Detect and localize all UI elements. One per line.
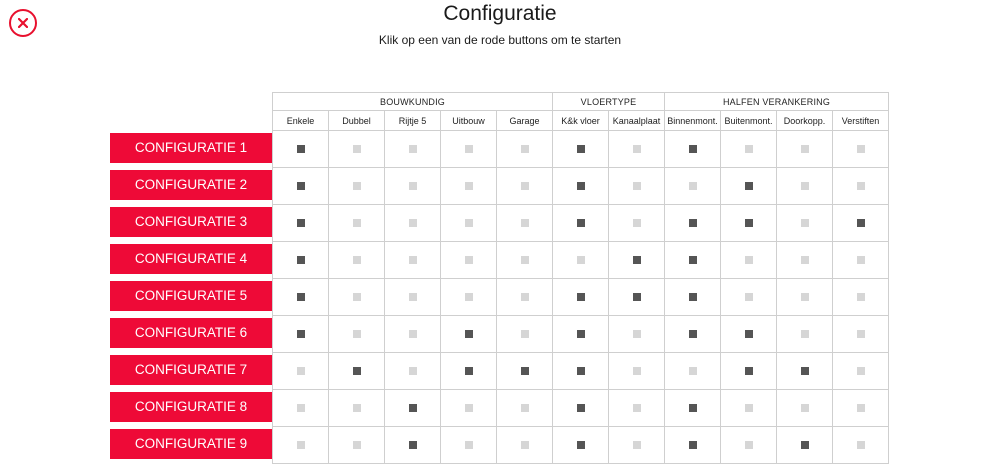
table-cell [777, 353, 833, 390]
column-header: Rijtje 5 [385, 111, 441, 131]
unselected-marker [745, 145, 753, 153]
unselected-marker [801, 219, 809, 227]
table-cell [441, 242, 497, 279]
table-cell [553, 131, 609, 168]
table-cell [441, 316, 497, 353]
selected-marker [745, 330, 753, 338]
table-cell [609, 205, 665, 242]
column-header-row [273, 111, 889, 131]
unselected-marker [409, 293, 417, 301]
table-cell [833, 427, 889, 464]
unselected-marker [633, 145, 641, 153]
selected-marker [689, 145, 697, 153]
selected-marker [577, 219, 585, 227]
table-cell [553, 427, 609, 464]
unselected-marker [801, 330, 809, 338]
table-cell [441, 168, 497, 205]
table-cell [609, 131, 665, 168]
unselected-marker [521, 293, 529, 301]
table-cell [665, 131, 721, 168]
selected-marker [465, 367, 473, 375]
table-cell [385, 279, 441, 316]
table-cell [609, 353, 665, 390]
table-cell [665, 390, 721, 427]
configuration-button[interactable]: CONFIGURATIE 6 [110, 318, 272, 348]
unselected-marker [353, 182, 361, 190]
table-cell [777, 131, 833, 168]
table-cell [385, 427, 441, 464]
table-cell [721, 427, 777, 464]
selected-marker [801, 441, 809, 449]
unselected-marker [297, 404, 305, 412]
column-header: Dubbel [329, 111, 385, 131]
unselected-marker [857, 367, 865, 375]
selected-marker [689, 219, 697, 227]
column-header: Binnenmont. [665, 111, 721, 131]
unselected-marker [353, 293, 361, 301]
unselected-marker [409, 367, 417, 375]
table-cell [833, 353, 889, 390]
unselected-marker [465, 441, 473, 449]
unselected-marker [801, 256, 809, 264]
table-cell [273, 390, 329, 427]
table-cell [329, 242, 385, 279]
table-cell [329, 353, 385, 390]
unselected-marker [857, 330, 865, 338]
table-cell [721, 168, 777, 205]
configuration-button[interactable]: CONFIGURATIE 1 [110, 133, 272, 163]
configuration-matrix [272, 92, 889, 464]
table-cell [385, 205, 441, 242]
unselected-marker [857, 293, 865, 301]
unselected-marker [801, 182, 809, 190]
configuration-button[interactable]: CONFIGURATIE 3 [110, 207, 272, 237]
table-cell [609, 242, 665, 279]
unselected-marker [353, 219, 361, 227]
column-header: Kanaalplaat [609, 111, 665, 131]
selected-marker [857, 219, 865, 227]
selected-marker [633, 293, 641, 301]
configuration-button[interactable]: CONFIGURATIE 5 [110, 281, 272, 311]
table-row [273, 316, 889, 353]
unselected-marker [465, 404, 473, 412]
table-cell [609, 316, 665, 353]
table-row [273, 205, 889, 242]
selected-marker [577, 367, 585, 375]
table-cell [777, 242, 833, 279]
unselected-marker [521, 145, 529, 153]
table-cell [721, 316, 777, 353]
selected-marker [409, 404, 417, 412]
table-cell [833, 205, 889, 242]
table-cell [497, 279, 553, 316]
selected-marker [745, 367, 753, 375]
unselected-marker [577, 256, 585, 264]
unselected-marker [857, 441, 865, 449]
table-cell [721, 353, 777, 390]
unselected-marker [633, 182, 641, 190]
selected-marker [577, 293, 585, 301]
configuration-button[interactable]: CONFIGURATIE 8 [110, 392, 272, 422]
table-row [273, 390, 889, 427]
group-header: BOUWKUNDIG [273, 93, 553, 111]
selected-marker [577, 145, 585, 153]
configuration-button[interactable]: CONFIGURATIE 7 [110, 355, 272, 385]
unselected-marker [521, 441, 529, 449]
unselected-marker [521, 404, 529, 412]
unselected-marker [857, 182, 865, 190]
table-cell [441, 131, 497, 168]
table-cell [329, 279, 385, 316]
table-cell [721, 390, 777, 427]
selected-marker [521, 367, 529, 375]
selected-marker [577, 330, 585, 338]
table-cell [329, 131, 385, 168]
table-row [273, 353, 889, 390]
unselected-marker [353, 256, 361, 264]
selected-marker [465, 330, 473, 338]
selected-marker [297, 293, 305, 301]
table-cell [273, 242, 329, 279]
unselected-marker [745, 256, 753, 264]
unselected-marker [409, 219, 417, 227]
configuration-button[interactable]: CONFIGURATIE 9 [110, 429, 272, 459]
table-cell [441, 427, 497, 464]
selected-marker [689, 441, 697, 449]
table-cell [385, 131, 441, 168]
table-cell [329, 390, 385, 427]
table-cell [329, 205, 385, 242]
unselected-marker [801, 145, 809, 153]
table-cell [441, 353, 497, 390]
unselected-marker [857, 145, 865, 153]
table-cell [273, 316, 329, 353]
group-header: HALFEN VERANKERING [665, 93, 889, 111]
unselected-marker [353, 404, 361, 412]
table-cell [273, 168, 329, 205]
table-row [273, 427, 889, 464]
selected-marker [297, 330, 305, 338]
table-cell [441, 390, 497, 427]
selected-marker [577, 441, 585, 449]
selected-marker [689, 256, 697, 264]
selected-marker [297, 145, 305, 153]
unselected-marker [465, 219, 473, 227]
unselected-marker [297, 441, 305, 449]
table-cell [777, 168, 833, 205]
unselected-marker [353, 145, 361, 153]
table-row [273, 242, 889, 279]
table-cell [665, 279, 721, 316]
table-cell [777, 279, 833, 316]
unselected-marker [633, 330, 641, 338]
table-cell [665, 427, 721, 464]
table-cell [497, 316, 553, 353]
unselected-marker [745, 404, 753, 412]
unselected-marker [353, 330, 361, 338]
table-cell [441, 205, 497, 242]
page-subtitle: Klik op een van de rode buttons om te starten [378, 33, 622, 47]
table-cell [721, 131, 777, 168]
selected-marker [745, 182, 753, 190]
selected-marker [801, 367, 809, 375]
table-cell [553, 390, 609, 427]
table-cell [833, 316, 889, 353]
table-cell [609, 168, 665, 205]
unselected-marker [745, 441, 753, 449]
table-cell [721, 205, 777, 242]
selected-marker [633, 256, 641, 264]
table-cell [609, 390, 665, 427]
table-cell [833, 168, 889, 205]
unselected-marker [745, 293, 753, 301]
table-cell [497, 131, 553, 168]
table-cell [665, 353, 721, 390]
unselected-marker [409, 256, 417, 264]
unselected-marker [521, 256, 529, 264]
selected-marker [689, 330, 697, 338]
unselected-marker [521, 330, 529, 338]
column-header: Doorkopp. [777, 111, 833, 131]
unselected-marker [465, 145, 473, 153]
configuration-button[interactable]: CONFIGURATIE 2 [110, 170, 272, 200]
table-cell [777, 205, 833, 242]
unselected-marker [801, 404, 809, 412]
selected-marker [689, 293, 697, 301]
table-cell [497, 242, 553, 279]
table-cell [665, 242, 721, 279]
group-header: VLOERTYPE [553, 93, 665, 111]
table-cell [833, 242, 889, 279]
table-cell [385, 390, 441, 427]
column-header: Garage [497, 111, 553, 131]
table-cell [609, 279, 665, 316]
column-header: Verstiften [833, 111, 889, 131]
unselected-marker [465, 256, 473, 264]
table-cell [721, 279, 777, 316]
table-cell [497, 168, 553, 205]
unselected-marker [353, 441, 361, 449]
table-cell [385, 168, 441, 205]
column-header: K&k vloer [553, 111, 609, 131]
unselected-marker [857, 256, 865, 264]
unselected-marker [297, 367, 305, 375]
table-cell [553, 242, 609, 279]
selected-marker [577, 404, 585, 412]
unselected-marker [633, 367, 641, 375]
unselected-marker [409, 145, 417, 153]
table-cell [497, 205, 553, 242]
unselected-marker [857, 404, 865, 412]
table-cell [553, 353, 609, 390]
selected-marker [297, 256, 305, 264]
table-cell [329, 168, 385, 205]
unselected-marker [521, 182, 529, 190]
unselected-marker [689, 182, 697, 190]
table-cell [665, 168, 721, 205]
table-cell [609, 427, 665, 464]
table-cell [833, 390, 889, 427]
table-row [273, 131, 889, 168]
selected-marker [689, 404, 697, 412]
unselected-marker [409, 330, 417, 338]
unselected-marker [633, 441, 641, 449]
table-cell [721, 242, 777, 279]
table-cell [497, 353, 553, 390]
unselected-marker [409, 182, 417, 190]
group-header-row [273, 93, 889, 111]
table-cell [777, 316, 833, 353]
table-cell [273, 131, 329, 168]
table-cell [273, 353, 329, 390]
table-cell [833, 279, 889, 316]
table-cell [777, 390, 833, 427]
selected-marker [577, 182, 585, 190]
table-cell [497, 427, 553, 464]
unselected-marker [801, 293, 809, 301]
selected-marker [297, 219, 305, 227]
column-header: Uitbouw [441, 111, 497, 131]
page-title: Configuratie [443, 2, 557, 25]
table-row [273, 279, 889, 316]
unselected-marker [465, 182, 473, 190]
table-cell [777, 427, 833, 464]
table-cell [553, 316, 609, 353]
selected-marker [409, 441, 417, 449]
column-header: Buitenmont. [721, 111, 777, 131]
table-cell [497, 390, 553, 427]
table-cell [553, 205, 609, 242]
table-cell [385, 353, 441, 390]
table-cell [385, 316, 441, 353]
column-header: Enkele [273, 111, 329, 131]
table-cell [553, 279, 609, 316]
table-cell [273, 279, 329, 316]
unselected-marker [689, 367, 697, 375]
unselected-marker [633, 404, 641, 412]
unselected-marker [465, 293, 473, 301]
table-cell [665, 316, 721, 353]
configuration-button[interactable]: CONFIGURATIE 4 [110, 244, 272, 274]
table-cell [833, 131, 889, 168]
selected-marker [353, 367, 361, 375]
table-cell [329, 427, 385, 464]
unselected-marker [521, 219, 529, 227]
table-cell [273, 427, 329, 464]
table-cell [553, 168, 609, 205]
table-cell [329, 316, 385, 353]
selected-marker [297, 182, 305, 190]
table-row [273, 168, 889, 205]
table-cell [385, 242, 441, 279]
table-cell [441, 279, 497, 316]
table-cell [273, 205, 329, 242]
selected-marker [745, 219, 753, 227]
unselected-marker [633, 219, 641, 227]
table-cell [665, 205, 721, 242]
